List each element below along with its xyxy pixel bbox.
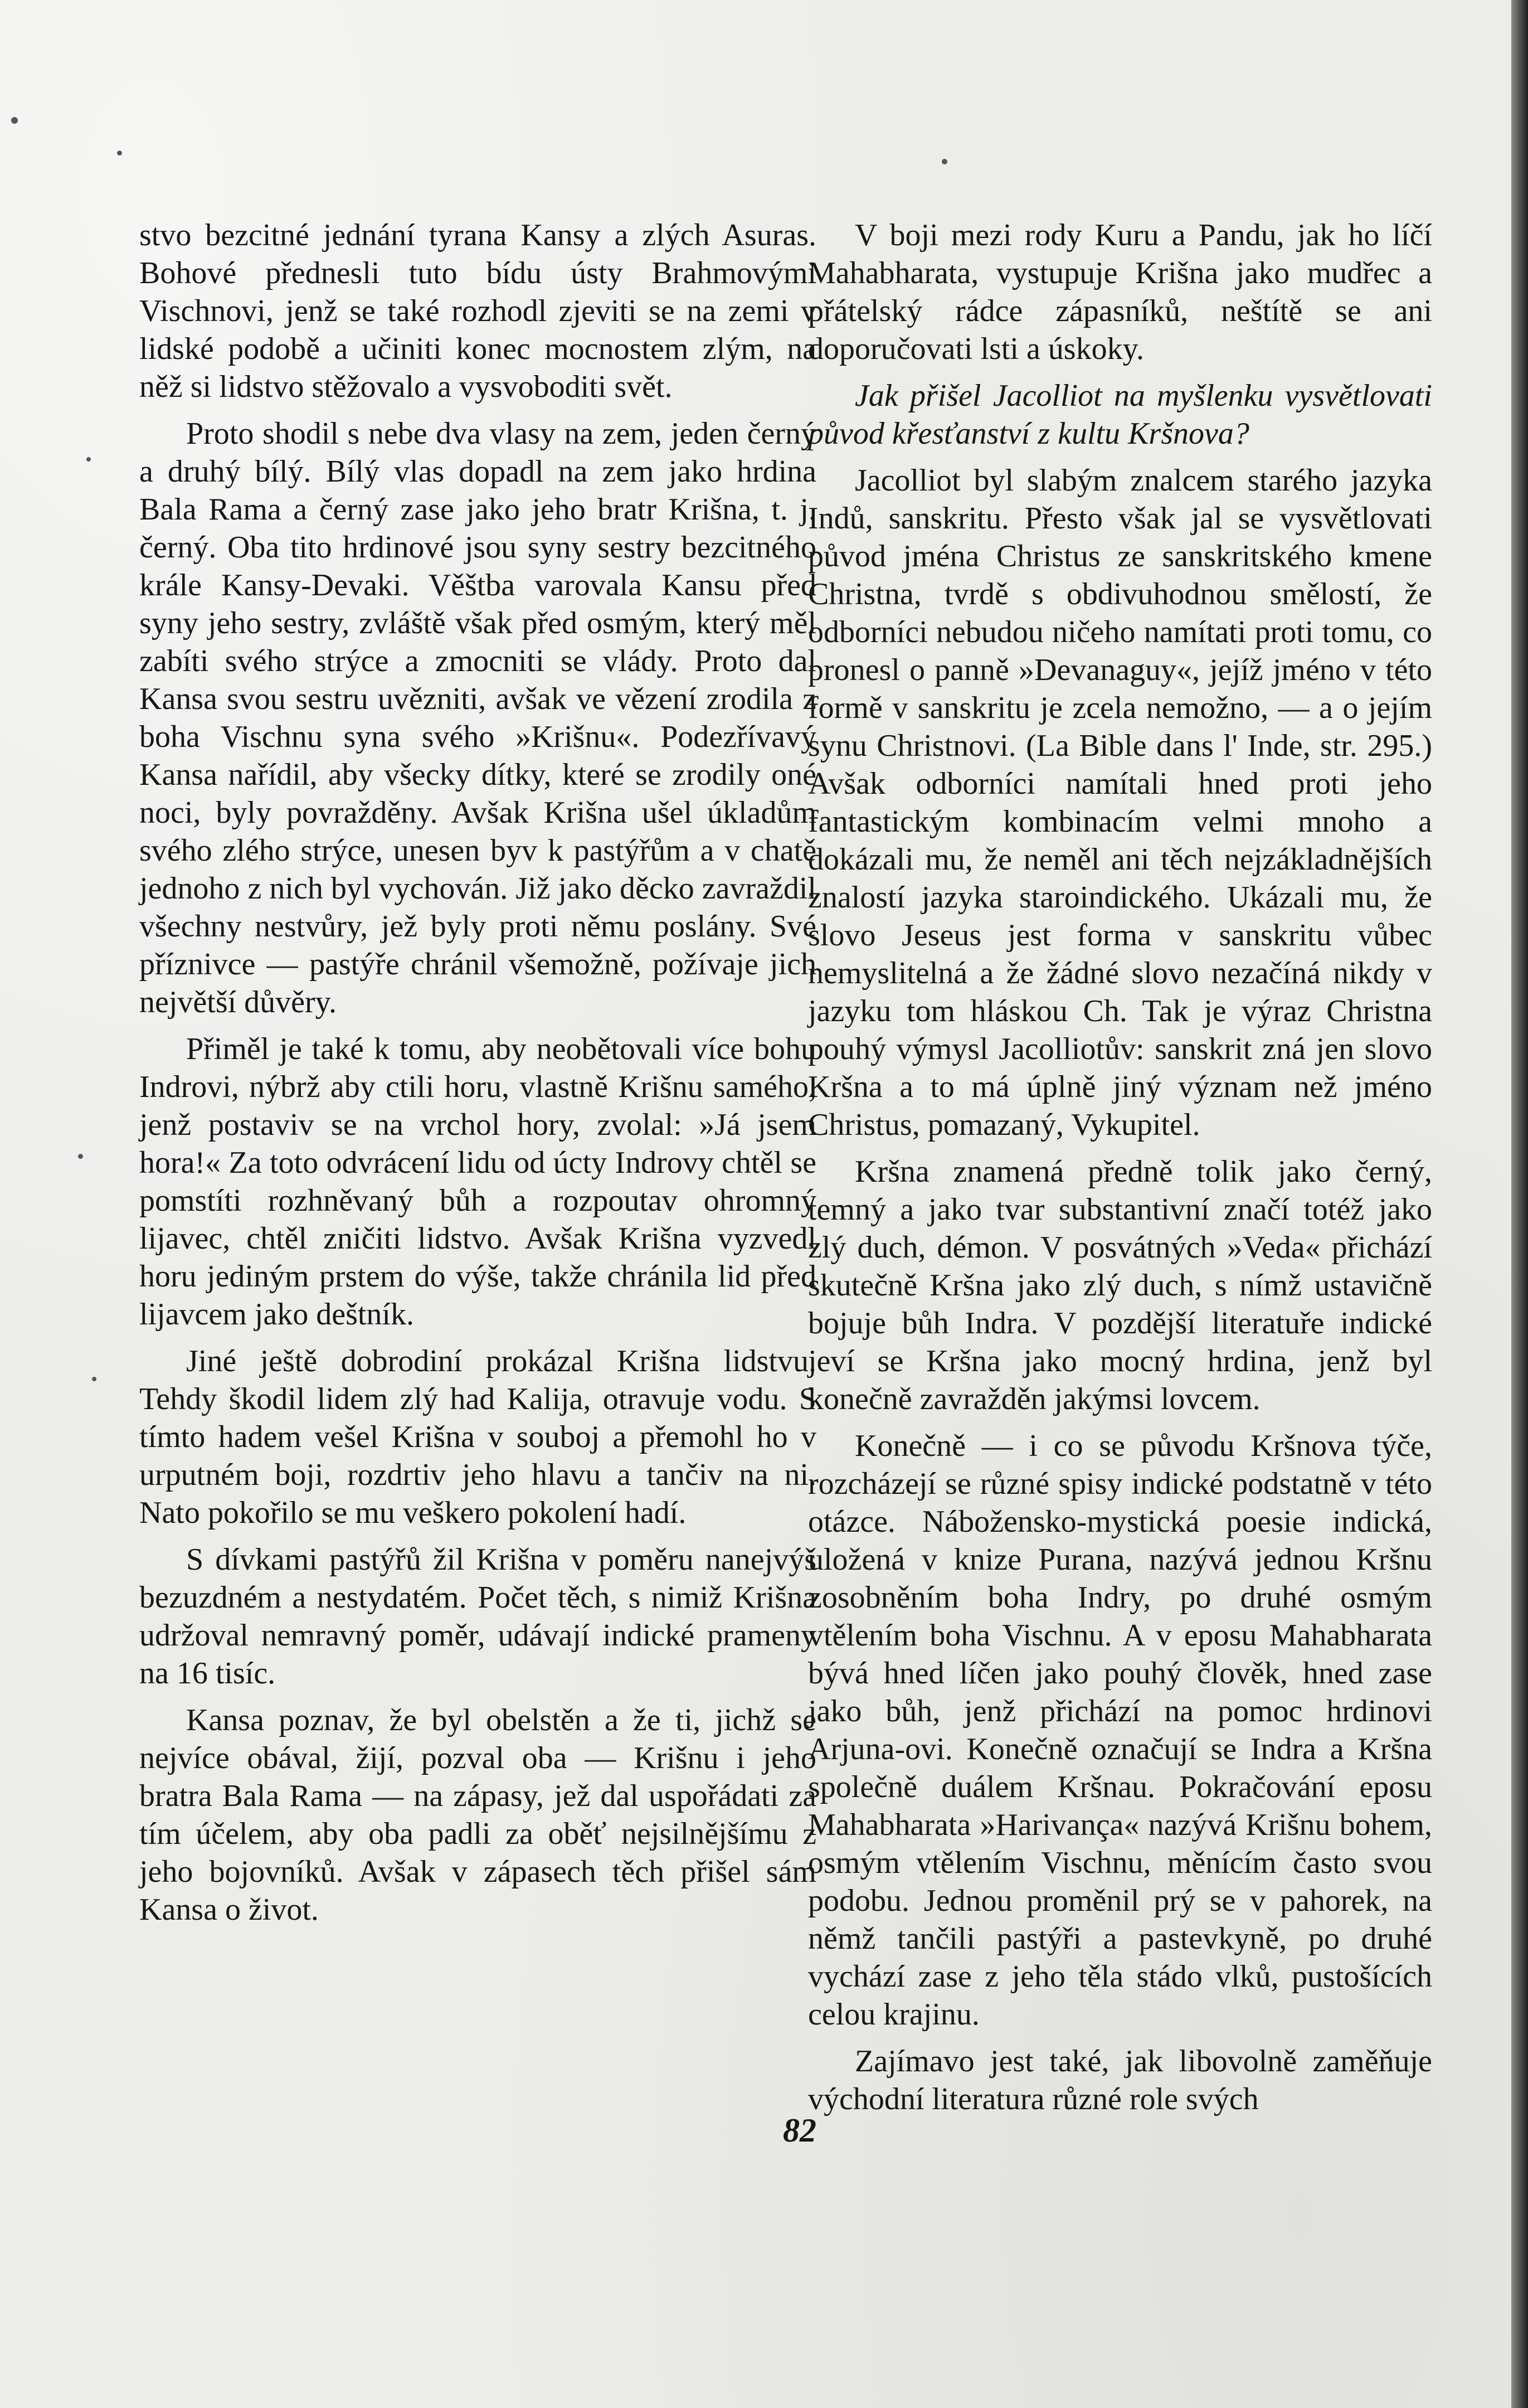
dust-speck	[78, 1154, 83, 1159]
paragraph: Přiměl je také k tomu, aby neobětovali více bohu Indrovi, nýbrž aby ctili horu, vlastně Krišnu samého, jenž postaviv se na vrchol hory, zvolal: »Já jsem hora!« Za toto odvrácení lidu od úcty Indrovy chtěl se pomstíti rozhněvaný bůh a rozpoutav ohromný lijavec, chtěl zničiti lidstvo. Avšak Krišna vyzvedl horu jediným prstem do výše, takže chránila lid před lijavcem jako deštník.	[139, 1032, 816, 1332]
paragraph: Jacolliot byl slabým znalcem starého jazyka Indů, sanskritu. Přesto však jal se vysvětlovati původ jména Christus ze sanskritského kmene Christna, tvrdě s obdivuhodnou smělostí, že odborníci nebudou ničeho namítati proti tomu, co pronesl o panně »Devanaguy«, jejíž jméno v této formě v sanskritu je zcela nemožno, — a o jejím synu Christnovi. (La Bible dans l' Inde, str. 295.) Avšak odborníci namítali hned proti jeho fantastickým kombinacím velmi mnoho a dokázali mu, že neměl ani těch nejzákladnějších znalostí jazyka staroindického. Ukázali mu, že slovo Jeseus jest forma v sanskritu vůbec nemyslitelná a že žádné slovo nezačíná nikdy v jazyku tom hláskou Ch. Tak je výraz Christna pouhý výmysl Jacolliotův: sanskrit zná jen slovo Kršna a to má úplně jiný význam než jméno Christus, pomazaný, Vykupitel.	[808, 463, 1432, 1142]
section-heading: Jak přišel Jacolliot na myšlenku vysvětlovati původ křesťanství z kultu Kršnova?	[808, 378, 1432, 451]
paragraph: V boji mezi rody Kuru a Pandu, jak ho líčí Mahabharata, vystupuje Krišna jako mudřec a přátelský rádce zápasníků, neštítě se ani doporučovati lsti a úskoky.	[808, 218, 1432, 366]
dust-speck	[11, 117, 18, 124]
paragraph: Konečně — i co se původu Kršnova týče, rozcházejí se různé spisy indické podstatně v této otázce. Nábožensko-mystická poesie indická, uložená v knize Purana, nazývá jednou Kršnu zosobněním boha Indry, po druhé osmým vtělením boha Vischnu. A v eposu Mahabharata bývá hned líčen jako pouhý člověk, hned zase jako bůh, jenž přichází na pomoc hrdinovi Arjuna-ovi. Konečně označují se Indra a Kršna společně duálem Kršnau. Pokračování eposu Mahabharata »Harivança« nazývá Krišnu bohem, osmým vtělením Vischnu, měnícím často svou podobu. Jednou proměnil prý se v pahorek, na němž tančili pastýři a pastevkyně, po druhé vychází zase z jeho těla stádo vlků, pustošících celou krajinu.	[808, 1429, 1432, 2032]
dust-speck	[117, 151, 122, 156]
dust-speck	[942, 159, 947, 164]
dust-speck	[86, 457, 91, 462]
paragraph: S dívkami pastýřů žil Krišna v poměru nanejvýš bezuzdném a nestydatém. Počet těch, s nimiž Krišna udržoval nemravný poměr, udávají indické prameny na 16 tisíc.	[139, 1542, 816, 1691]
right-text-column	[808, 216, 1432, 2127]
paragraph: Kansa poznav, že byl obelstěn a že ti, jichž se nejvíce obával, žijí, pozval oba — Krišnu i jeho bratra Bala Rama — na zápasy, jež dal uspořádati za tím účelem, aby oba padli za oběť nejsilnějšímu z jeho bojovníků. Avšak v zápasech těch přišel sám Kansa o život.	[139, 1703, 816, 1927]
paragraph: stvo bezcitné jednání tyrana Kansy a zlých Asuras. Bohové přednesli tuto bídu ústy Brahmovými Vischnovi, jenž se také rozhodl zjeviti se na zemi v lidské podobě a učiniti konec mocnostem zlým, na něž si lidstvo stěžovalo a vysvoboditi svět.	[139, 218, 816, 404]
paragraph: Proto shodil s nebe dva vlasy na zem, jeden černý a druhý bílý. Bílý vlas dopadl na zem jako hrdina Bala Rama a černý zase jako jeho bratr Krišna, t. j. černý. Oba tito hrdinové jsou syny sestry bezcitného krále Kansy-Devaki. Věštba varovala Kansu před syny jeho sestry, zvláště však před osmým, který měl zabíti svého strýce a zmocniti se vlády. Proto dal Kansa svou sestru uvězniti, avšak ve vězení zrodila z boha Vischnu syna svého »Krišnu«. Podezřívavý Kansa nařídil, aby všecky dítky, které se zrodily oné noci, byly povražděny. Avšak Krišna ušel úkladům svého zlého strýce, unesen byv k pastýřům a v chatě jednoho z nich byl vychován. Již jako děcko zavraždil všechny nestvůry, jež byly proti němu poslány. Své příznivce — pastýře chránil všemožně, požívaje jich největší důvěry.	[139, 416, 816, 1019]
page-number: 82	[783, 2112, 816, 2149]
dust-speck	[92, 1377, 96, 1381]
paragraph: Jiné ještě dobrodiní prokázal Krišna lidstvu. Tehdy škodil lidem zlý had Kalija, otravuje vodu. S tímto hadem vešel Krišna v souboj a přemohl ho v urputném boji, rozdrtiv jeho hlavu a tančiv na ni. Nato pokořilo se mu veškero pokolení hadí.	[139, 1344, 816, 1530]
left-text-column	[139, 216, 816, 1938]
page-edge-shadow	[1511, 0, 1528, 2408]
paragraph: Zajímavo jest také, jak libovolně zaměňuje východní literatura různé role svých	[808, 2044, 1432, 2116]
paragraph: Kršna znamená předně tolik jako černý, temný a jako tvar substantivní značí totéž jako zlý duch, démon. V posvátných »Veda« přichází skutečně Kršna jako zlý duch, s nímž ustavičně bojuje bůh Indra. V pozdější literatuře indické jeví se Kršna jako mocný hrdina, jenž byl konečně zavražděn jakýmsi lovcem.	[808, 1154, 1432, 1416]
